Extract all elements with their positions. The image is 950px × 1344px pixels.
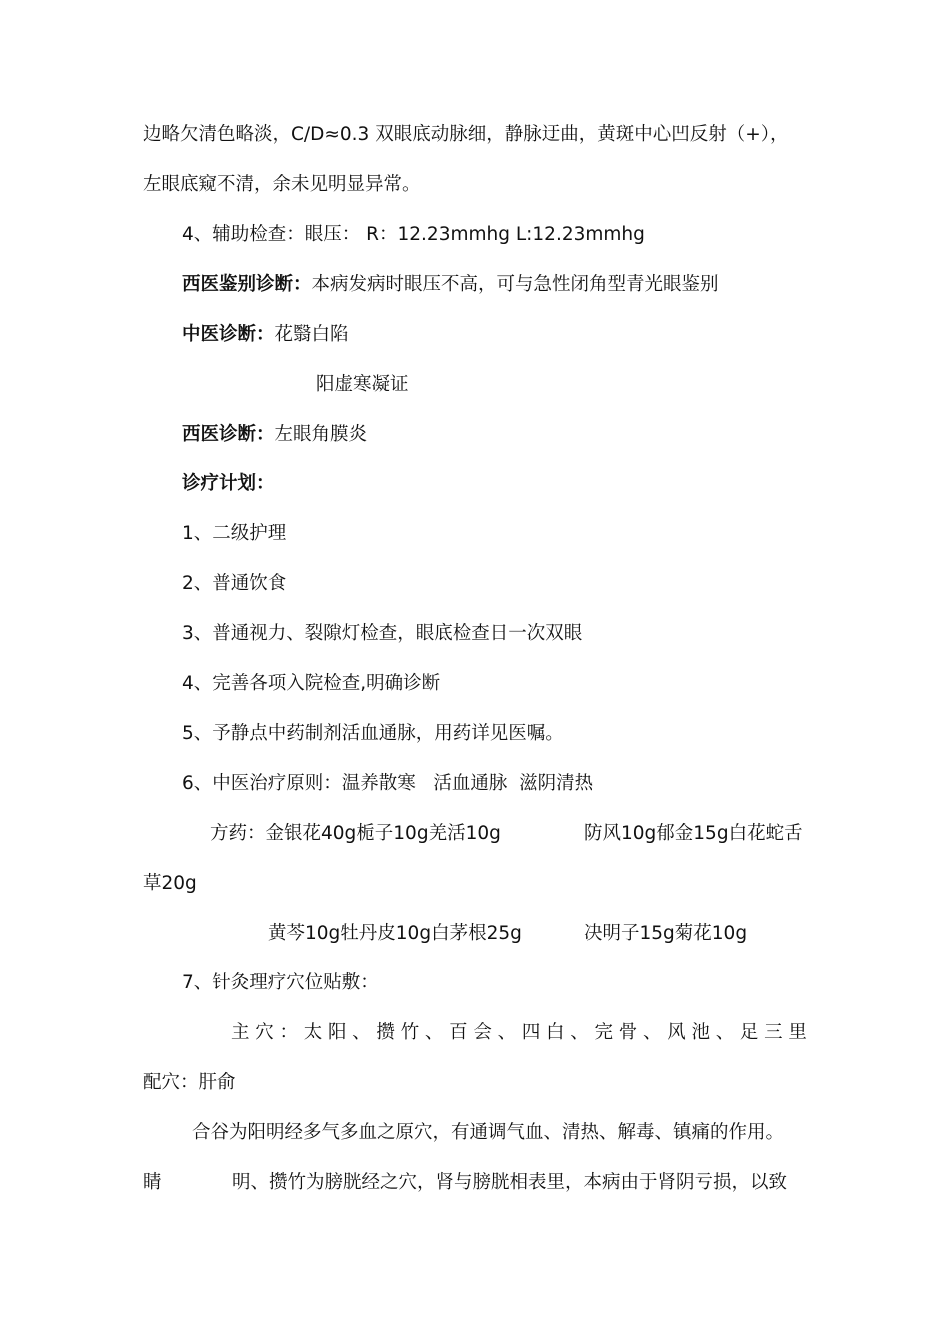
main-acupoints-line xyxy=(231,1021,807,1045)
acupoint-char: 里 xyxy=(788,1022,807,1043)
prescription-text: 决明子15g菊花10g xyxy=(584,923,748,944)
diff-diagnosis-line xyxy=(182,273,719,297)
acupoint-char: 三 xyxy=(764,1022,783,1043)
prescription-text: 防风10g郁金15g白花蛇舌 xyxy=(584,823,803,844)
text-line: 睛 xyxy=(143,1172,162,1193)
text: 花翳白陷 xyxy=(274,324,349,345)
text-line: 4、辅助检查：眼压： R：12.23mmhg L:12.23mmhg xyxy=(182,224,645,245)
acupoint-char: 、 xyxy=(497,1022,517,1043)
text: 左眼角膜炎 xyxy=(274,424,368,445)
list-item: 7、针灸理疗穴位贴敷： xyxy=(182,972,379,993)
acupoint-char: 主 xyxy=(231,1022,250,1043)
list-item: 1、二级护理 xyxy=(182,523,287,544)
list-item: 2、普通饮食 xyxy=(182,573,287,594)
prescription-text: 草20g xyxy=(143,873,197,894)
acupoint-char: 池 xyxy=(691,1022,710,1043)
section-heading: 西医鉴别诊断： xyxy=(182,274,312,295)
acupoint-char: ： xyxy=(279,1022,298,1043)
text-line: 配穴：肝俞 xyxy=(143,1072,236,1093)
acupoint-char: 白 xyxy=(546,1022,565,1043)
acupoint-char: 太 xyxy=(303,1022,323,1043)
wm-diagnosis-line xyxy=(182,423,367,447)
acupoint-char: 穴 xyxy=(255,1022,274,1043)
section-heading: 西医诊断： xyxy=(182,424,275,445)
acupoint-char: 会 xyxy=(473,1022,492,1043)
prescription-text: 方药：金银花40g栀子10g羌活10g xyxy=(210,823,501,844)
text: 本病发病时眼压不高，可与急性闭角型青光眼鉴别 xyxy=(311,274,719,295)
acupoint-char: 完 xyxy=(594,1022,614,1043)
acupoint-char: 百 xyxy=(449,1022,468,1043)
list-item: 3、普通视力、裂隙灯检查，眼底检查日一次双眼 xyxy=(182,623,583,644)
acupoint-char: 攒 xyxy=(376,1022,395,1043)
acupoint-char: 风 xyxy=(667,1022,686,1043)
acupoint-char: 、 xyxy=(642,1022,662,1043)
acupoint-char: 阳 xyxy=(327,1022,347,1043)
acupoint-char: 、 xyxy=(424,1022,444,1043)
prescription-text: 黄芩10g牡丹皮10g白茅根25g xyxy=(268,923,522,944)
acupoint-char: 、 xyxy=(715,1022,735,1043)
tcm-diagnosis-line xyxy=(182,323,349,347)
acupoint-char: 骨 xyxy=(618,1022,638,1043)
acupoint-char: 足 xyxy=(739,1022,759,1043)
text-line: 边略欠清色略淡，C/D≈0.3 双眼底动脉细，静脉迂曲，黄斑中心凹反射（+）， xyxy=(143,124,789,145)
acupoint-char: 、 xyxy=(352,1022,371,1043)
text-line: 左眼底窥不清，余未见明显异常。 xyxy=(143,174,421,195)
acupoint-char: 、 xyxy=(570,1022,589,1043)
section-heading: 中医诊断： xyxy=(182,324,275,345)
list-item: 5、予静点中药制剂活血通脉，用药详见医嘱。 xyxy=(182,723,564,744)
acupoint-char: 竹 xyxy=(400,1022,420,1043)
acupoint-char: 四 xyxy=(521,1022,541,1043)
text-line: 明、攒竹为膀胱经之穴，肾与膀胱相表里，本病由于肾阴亏损，以致 xyxy=(232,1172,788,1193)
section-heading: 诊疗计划： xyxy=(182,473,275,494)
list-item: 4、完善各项入院检查,明确诊断 xyxy=(182,673,441,694)
text-line: 合谷为阳明经多气多血之原穴，有通调气血、清热、解毒、镇痛的作用。 xyxy=(192,1122,785,1143)
list-item: 6、中医治疗原则：温养散寒 活血通脉 滋阴清热 xyxy=(182,773,594,794)
text-line: 阳虚寒凝证 xyxy=(316,374,409,395)
